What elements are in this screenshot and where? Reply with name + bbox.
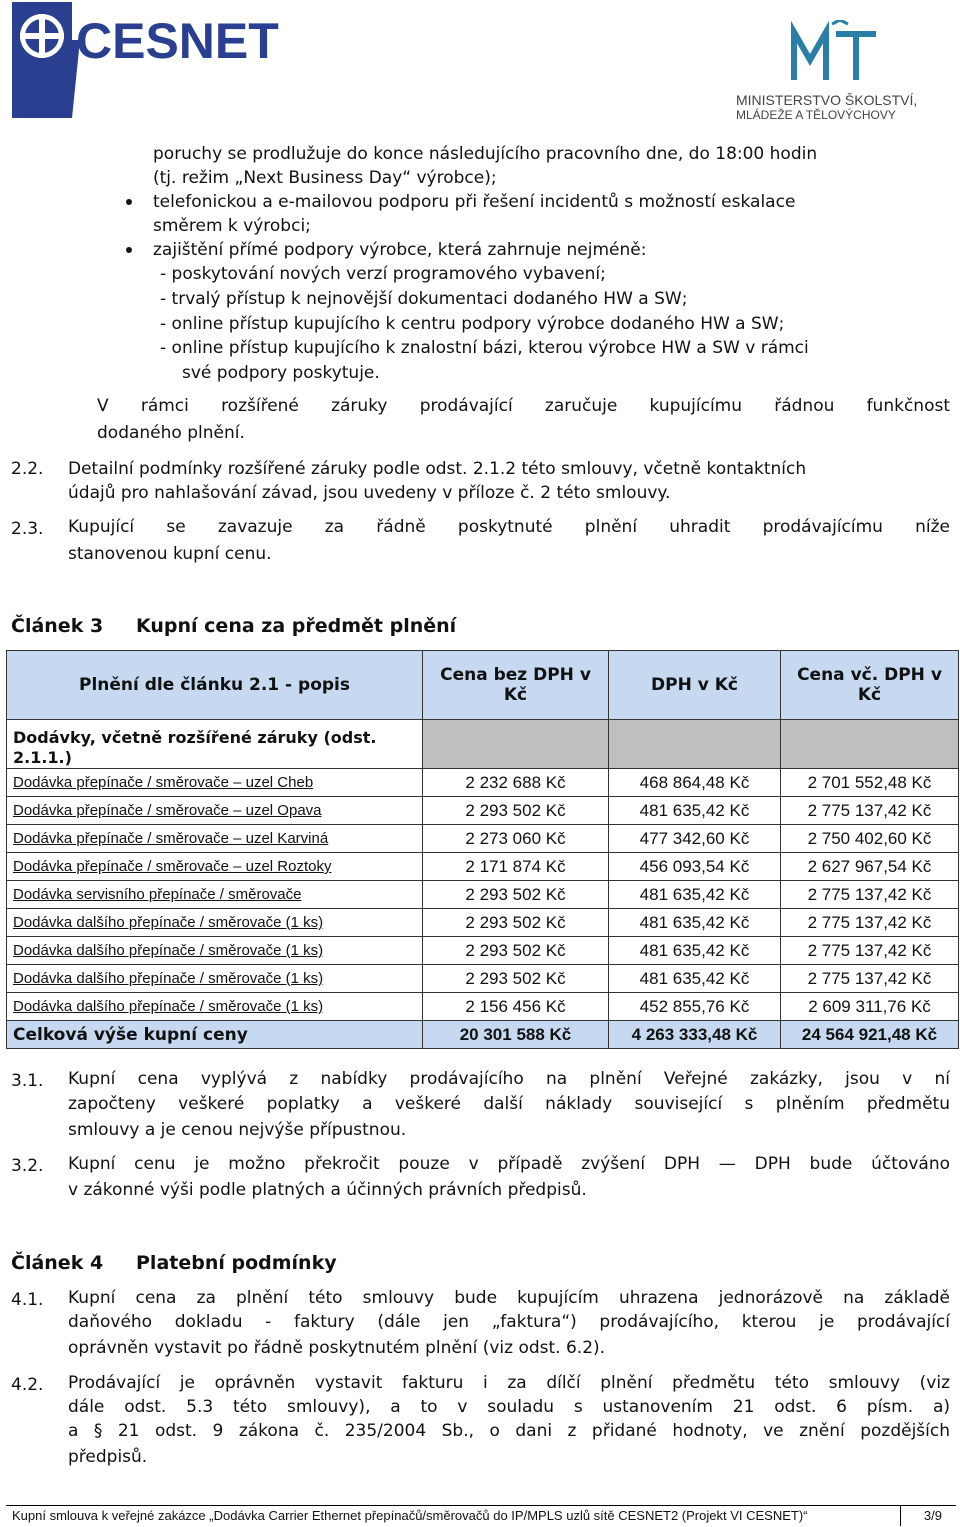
gray-cell (781, 720, 959, 769)
item-description: Dodávka dalšího přepínače / směrovače (1 ks) (7, 993, 423, 1021)
price-without-vat: 2 156 456 Kč (423, 993, 609, 1021)
item-description: Dodávka dalšího přepínače / směrovače (1 ks) (7, 937, 423, 965)
header-description: Plnění dle článku 2.1 - popis (7, 651, 423, 720)
sec31-line-2: započteny veškeré poplatky a veškeré další náklady související s plněním předmětu (68, 1094, 950, 1114)
header-vat: DPH v Kč (609, 651, 781, 720)
bullet1-line-2: směrem k výrobci; (153, 216, 311, 236)
gray-cell (423, 720, 609, 769)
item-description: Dodávka přepínače / směrovače – uzel Opava (7, 797, 423, 825)
price-table-header (7, 651, 959, 720)
sec32-number: 3.2. (11, 1156, 44, 1176)
sec22-number: 2.2. (11, 459, 44, 479)
cesnet-logo (10, 0, 280, 120)
sec41-line-3: oprávněn vystavit po řádně poskytnutém plnění (viz odst. 6.2). (68, 1338, 606, 1358)
price-without-vat: 2 232 688 Kč (423, 769, 609, 797)
sec22-line-2: údajů pro nahlašování závad, jsou uvedeny v příloze č. 2 této smlouvy. (68, 483, 671, 503)
footer-text: Kupní smlouva k veřejné zakázce „Dodávka Carrier Ethernet přepínačů/směrovačů do IP/MPLS uzlů sítě CESNET2 (Projekt VI CESNET)“ (12, 1508, 808, 1523)
article4-label: Článek 4 (11, 1252, 104, 1274)
table-row (7, 853, 959, 881)
cont-line-2: (tj. režim „Next Business Day“ výrobce); (153, 168, 497, 188)
footer-separator (900, 1506, 901, 1526)
price-with-vat: 2 775 137,42 Kč (781, 881, 959, 909)
price-with-vat: 2 701 552,48 Kč (781, 769, 959, 797)
price-with-vat: 2 775 137,42 Kč (781, 937, 959, 965)
cont-line-1: poruchy se prodlužuje do konce následujícího pracovního dne, do 18:00 hodin (153, 144, 818, 164)
dash-item-1: - poskytování nových verzí programového vybavení; (160, 264, 606, 284)
price-without-vat: 20 301 588 Kč (423, 1021, 609, 1049)
page-number: 3/9 (923, 1508, 942, 1523)
table-row (7, 881, 959, 909)
dash-item-3: - online přístup kupujícího k centru podpory výrobce dodaného HW a SW; (160, 314, 785, 334)
table-row (7, 797, 959, 825)
price-without-vat: 2 293 502 Kč (423, 965, 609, 993)
sec42-line-2: dále odst. 5.3 této smlouvy), a to v souladu s ustanovením 21 odst. 6 písm. a) (68, 1397, 950, 1417)
item-description: Dodávka servisního přepínače / směrovače (7, 881, 423, 909)
price-with-vat: 2 609 311,76 Kč (781, 993, 959, 1021)
table-row (7, 965, 959, 993)
gray-cell (609, 720, 781, 769)
item-description: Dodávka dalšího přepínače / směrovače (1 ks) (7, 965, 423, 993)
item-description: Dodávka přepínače / směrovače – uzel Karviná (7, 825, 423, 853)
dash-item-4-cont: své podpory poskytuje. (182, 363, 380, 383)
bullet-dot (126, 247, 132, 253)
price-with-vat: 2 750 402,60 Kč (781, 825, 959, 853)
sec41-line-2: daňového dokladu - faktury (dále jen „faktura“) prodávajícího, kterou je prodávající (68, 1312, 950, 1332)
dash-item-2: - trvalý přístup k nejnovější dokumentaci dodaného HW a SW; (160, 289, 688, 309)
sec42-line-1: Prodávající je oprávněn vystavit fakturu i za dílčí plnění předmětu této smlouvy (viz (68, 1373, 950, 1393)
price-without-vat: 2 293 502 Kč (423, 881, 609, 909)
item-description: Dodávka přepínače / směrovače – uzel Cheb (7, 769, 423, 797)
sec42-line-3: a § 21 odst. 9 zákona č. 235/2004 Sb., o dani z přidané hodnoty, ve znění pozdějších (68, 1421, 950, 1441)
table-row (7, 993, 959, 1021)
sec22-line-1: Detailní podmínky rozšířené záruky podle odst. 2.1.2 této smlouvy, včetně kontaktních (68, 459, 807, 479)
vat-amount: 481 635,42 Kč (609, 797, 781, 825)
vat-amount: 481 635,42 Kč (609, 937, 781, 965)
price-without-vat: 2 293 502 Kč (423, 937, 609, 965)
price-without-vat: 2 293 502 Kč (423, 797, 609, 825)
sec31-number: 3.1. (11, 1071, 44, 1091)
sec31-line-3: smlouvy a je cenou nejvýše přípustnou. (68, 1120, 407, 1140)
sec41-line-1: Kupní cena za plnění této smlouvy bude kupujícím uhrazena jednorázově na základě (68, 1288, 950, 1308)
vat-amount: 4 263 333,48 Kč (609, 1021, 781, 1049)
header-price-with-vat: Cena vč. DPH v Kč (781, 651, 959, 720)
table-row (7, 937, 959, 965)
vat-amount: 477 342,60 Kč (609, 825, 781, 853)
vat-amount: 456 093,54 Kč (609, 853, 781, 881)
price-without-vat: 2 293 502 Kč (423, 909, 609, 937)
msmt-logo-line1: MINISTERSTVO ŠKOLSTVÍ, (736, 92, 918, 108)
vat-amount: 481 635,42 Kč (609, 965, 781, 993)
msmt-logo (736, 20, 946, 120)
sec23-line-2: stanovenou kupní cenu. (68, 544, 272, 564)
sec23-number: 2.3. (11, 519, 44, 539)
bullet1-line-1: telefonickou a e-mailovou podporu při řešení incidentů s možností eskalace (153, 192, 796, 212)
price-without-vat: 2 273 060 Kč (423, 825, 609, 853)
price-with-vat: 2 775 137,42 Kč (781, 909, 959, 937)
table-row (7, 825, 959, 853)
item-description: Dodávka přepínače / směrovače – uzel Roztoky (7, 853, 423, 881)
bullet-dot (126, 199, 132, 205)
article3-label: Článek 3 (11, 615, 104, 637)
table-row (7, 909, 959, 937)
price-with-vat: 2 775 137,42 Kč (781, 797, 959, 825)
article4-title: Platební podmínky (136, 1252, 337, 1274)
price-with-vat: 24 564 921,48 Kč (781, 1021, 959, 1049)
vat-amount: 468 864,48 Kč (609, 769, 781, 797)
price-table (6, 650, 959, 1049)
sec31-line-1: Kupní cena vyplývá z nabídky prodávajícího na plnění Veřejné zakázky, jsou v ní (68, 1069, 950, 1089)
vat-amount: 452 855,76 Kč (609, 993, 781, 1021)
warranty-para-line-2: dodaného plnění. (97, 423, 245, 443)
price-without-vat: 2 171 874 Kč (423, 853, 609, 881)
article3-title: Kupní cena za předmět plnění (136, 615, 457, 637)
msmt-logo-line2: MLÁDEŽE A TĚLOVÝCHOVY (736, 108, 896, 120)
item-description: Celková výše kupní ceny (7, 1021, 423, 1049)
price-with-vat: 2 627 967,54 Kč (781, 853, 959, 881)
section-label: Dodávky, včetně rozšířené záruky (odst. 2.1.1.) (7, 720, 423, 769)
table-row (7, 769, 959, 797)
header-price-without-vat: Cena bez DPH v Kč (423, 651, 609, 720)
footer-rule (6, 1505, 956, 1506)
price-with-vat: 2 775 137,42 Kč (781, 965, 959, 993)
vat-amount: 481 635,42 Kč (609, 909, 781, 937)
sec32-line-1: Kupní cenu je možno překročit pouze v případě zvýšení DPH — DPH bude účtováno (68, 1154, 950, 1174)
sec42-number: 4.2. (11, 1375, 44, 1395)
item-description: Dodávka dalšího přepínače / směrovače (1 ks) (7, 909, 423, 937)
dash-item-4: - online přístup kupujícího k znalostní bázi, kterou výrobce HW a SW v rámci (160, 338, 809, 358)
sec23-line-1: Kupující se zavazuje za řádně poskytnuté plnění uhradit prodávajícímu níže (68, 517, 950, 537)
vat-amount: 481 635,42 Kč (609, 881, 781, 909)
sec32-line-2: v zákonné výši podle platných a účinných právních předpisů. (68, 1180, 587, 1200)
sec41-number: 4.1. (11, 1290, 44, 1310)
warranty-para-line-1: V rámci rozšířené záruky prodávající zaručuje kupujícímu řádnou funkčnost (97, 396, 950, 416)
sec42-line-4: předpisů. (68, 1447, 148, 1467)
bullet2-line-1: zajištění přímé podpory výrobce, která zahrnuje nejméně: (153, 240, 647, 260)
cesnet-logo-text: CESNET (76, 13, 279, 69)
total-row (7, 1021, 959, 1049)
section-row (7, 720, 959, 769)
